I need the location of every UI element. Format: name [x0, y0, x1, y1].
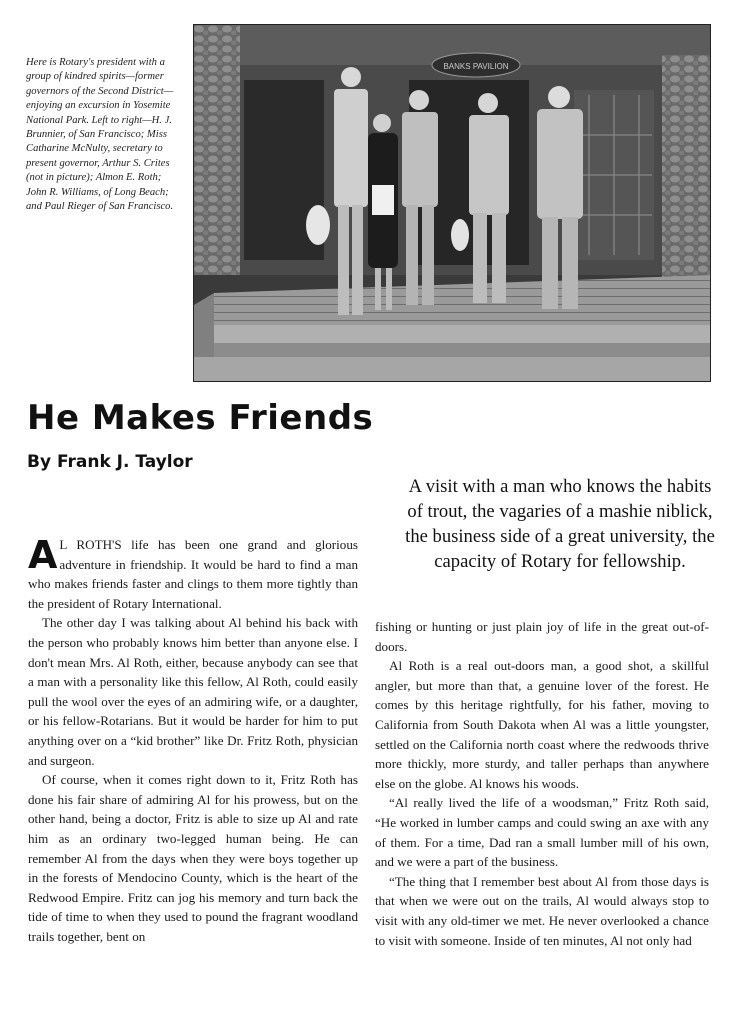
paragraph-1-text: L ROTH'S life has been one grand and glorious adventure in friendship. It would be hard to find a man who makes friends faster and clings to them more tightly than the president of Rotary International. — [28, 537, 358, 611]
drop-cap: A — [28, 533, 58, 577]
paragraph-1 — [28, 535, 358, 613]
sign-text: BANKS PAVILION — [443, 62, 509, 71]
article-column-1 — [28, 535, 358, 946]
paragraph-5: Al Roth is a real out-doors man, a good shot, a skillful angler, but more than that, a genuine lover of the forest. He comes by this heritage rightfully, for his father, moving to California from South Dakota when Al was a little youngster, settled on the California north coast where the redwoods thrive more thickly, more sturdy, and taller perhaps than anywhere else on the globe. Al knows his woods. — [375, 658, 709, 791]
paragraph-4: fishing or hunting or just plain joy of life in the great out-of-doors. — [375, 619, 709, 654]
paragraph-6: “Al really lived the life of a woodsman,” Fritz Roth said, “He worked in lumber camps and could swing an axe with any of them. For a time, Dad ran a small lumber mill of his own, and we were a part of the business. — [375, 795, 709, 870]
photo-caption: Here is Rotary's president with a group of kindred spirits—former governors of the Second District—enjoying an excursion in Yosemite National Park. Left to right—H. J. Brunnier, of San Francisco; Miss Catharine McNulty, secretary to present governor, Arthur S. Crites (not in picture); Almon E. Roth; John R. Williams, of Long Beach; and Paul Rieger of San Francisco. — [26, 57, 174, 213]
pull-quote: A visit with a man who knows the habits of trout, the vagaries of a mashie niblick, the business side of a great university, the capacity of Rotary for fellowship. — [405, 476, 715, 572]
paragraph-7: “The thing that I remember best about Al from those days is that when we were out on the trails, Al would always stop to visit with any old-timer we met. He never overlooked a chance to visit with someone. Inside of ten minutes, Al not only had — [375, 873, 709, 948]
article-byline: By Frank J. Taylor — [27, 452, 193, 472]
article-column-2 — [375, 617, 709, 950]
paragraph-3: Of course, when it comes right down to it, Fritz Roth has done his fair share of admiring Al for his prowess, but on the other hand, being a doctor, Fritz is able to size up Al and rate him as an ordinary two-legged human being. He can remember Al from the days when they were boys together up in the forests of Mendocino County, which is the heart of the Redwood Empire. Fritz can jog his memory and turn back the tide of time to when they used to pound the fragrant woodland trails together, bent on — [28, 772, 358, 944]
paragraph-2: The other day I was talking about Al behind his back with the person who probably knows him better than anyone else. I don't mean Mrs. Al Roth, either, because anybody can see that a man with a personality like this fellow, Al Roth, could easily pull the wool over the eyes of an admiring wife, or a daughter, or his fellow-Rotarians. But it would be harder for him to put anything over on a “kid brother” like Dr. Fritz Roth, physician and surgeon. — [28, 615, 358, 768]
group-photo — [193, 24, 711, 382]
article-title: He Makes Friends — [27, 398, 374, 438]
photo-illustration — [194, 25, 711, 382]
